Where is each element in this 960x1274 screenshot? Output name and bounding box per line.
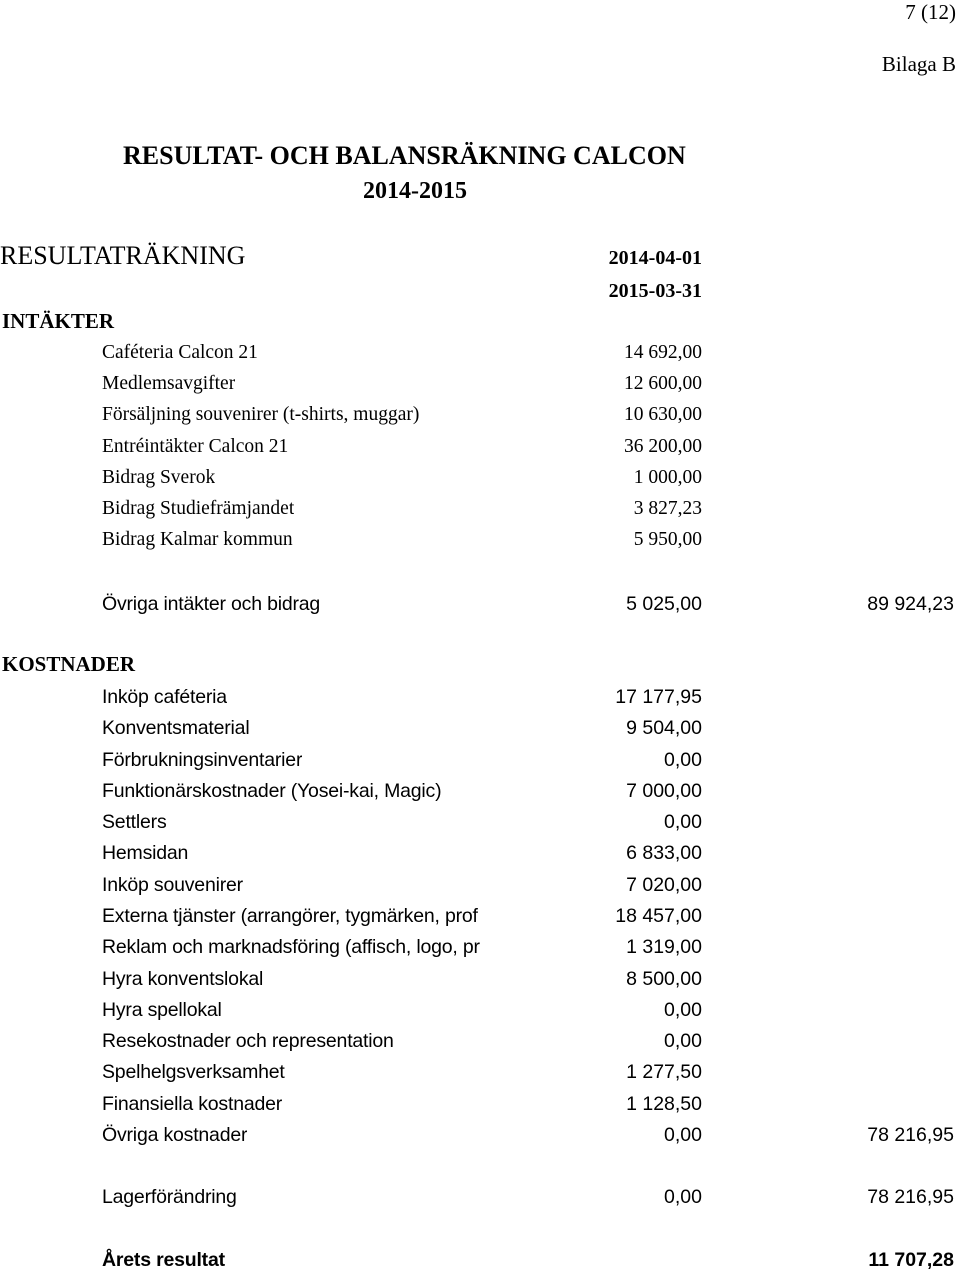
cost-row — [0, 808, 960, 836]
cost-label: Hemsidan — [102, 842, 189, 864]
cost-row — [0, 777, 960, 805]
cost-value: 17 177,95 — [615, 686, 702, 708]
income-row — [0, 401, 960, 429]
cost-label: Inköp caféteria — [102, 686, 227, 708]
income-row — [0, 370, 960, 398]
cost-other-label: Övriga kostnader — [102, 1124, 248, 1146]
income-row — [0, 339, 960, 367]
cost-value: 0,00 — [664, 811, 702, 833]
cost-value: 6 833,00 — [626, 842, 702, 864]
cost-label: Resekostnader och representation — [102, 1030, 394, 1052]
income-value: 12 600,00 — [624, 373, 702, 394]
income-value: 3 827,23 — [633, 498, 702, 519]
income-row — [0, 495, 960, 523]
cost-value: 0,00 — [664, 749, 702, 771]
cost-row — [0, 1027, 960, 1055]
inventory-change-total: 78 216,95 — [867, 1186, 954, 1208]
cost-row — [0, 996, 960, 1024]
income-value: 10 630,00 — [624, 404, 702, 425]
inventory-change-value: 0,00 — [664, 1186, 702, 1208]
document-year: 2014-2015 — [363, 178, 467, 204]
cost-row — [0, 965, 960, 993]
income-label: Försäljning souvenirer (t-shirts, muggar) — [102, 404, 420, 425]
cost-value: 8 500,00 — [626, 968, 702, 990]
cost-value: 1 277,50 — [626, 1061, 702, 1083]
page-number: 7 (12) — [905, 0, 956, 24]
income-row — [0, 464, 960, 492]
cost-row — [0, 839, 960, 867]
cost-label: Konventsmaterial — [102, 717, 250, 739]
period-end: 2015-03-31 — [608, 280, 702, 302]
cost-row — [0, 871, 960, 899]
income-other-label: Övriga intäkter och bidrag — [102, 593, 321, 615]
cost-row — [0, 933, 960, 961]
income-row — [0, 433, 960, 461]
cost-value: 0,00 — [664, 1030, 702, 1052]
income-value: 1 000,00 — [633, 467, 702, 488]
income-label: Medlemsavgifter — [102, 373, 236, 394]
cost-value: 1 128,50 — [626, 1093, 702, 1115]
cost-label: Hyra konventslokal — [102, 968, 264, 990]
income-label: Caféteria Calcon 21 — [102, 342, 258, 363]
cost-label: Funktionärskostnader (Yosei-kai, Magic) — [102, 780, 442, 802]
result-label: Årets resultat — [102, 1249, 225, 1271]
cost-label: Reklam och marknadsföring (affisch, logo, pr — [102, 936, 480, 958]
cost-other-row — [0, 1121, 960, 1149]
cost-label: Externa tjänster (arrangörer, tygmärken, prof — [102, 905, 478, 927]
costs-heading: KOSTNADER — [2, 652, 136, 676]
cost-label: Hyra spellokal — [102, 999, 222, 1021]
appendix-label: Bilaga B — [881, 52, 956, 76]
cost-total: 78 216,95 — [867, 1124, 954, 1146]
income-total: 89 924,23 — [867, 593, 954, 615]
cost-value: 7 020,00 — [626, 874, 702, 896]
cost-label: Inköp souvenirer — [102, 874, 243, 896]
cost-label: Spelhelgsverksamhet — [102, 1061, 285, 1083]
cost-row — [0, 714, 960, 742]
income-value: 5 950,00 — [633, 529, 702, 550]
income-label: Bidrag Studiefrämjandet — [102, 498, 295, 519]
cost-value: 18 457,00 — [615, 905, 702, 927]
income-row — [0, 526, 960, 554]
cost-row — [0, 746, 960, 774]
inventory-change-row — [0, 1183, 960, 1211]
income-label: Bidrag Sverok — [102, 467, 216, 488]
cost-row — [0, 1090, 960, 1118]
cost-value: 1 319,00 — [626, 936, 702, 958]
income-heading: INTÄKTER — [2, 309, 115, 333]
income-other-value: 5 025,00 — [626, 593, 702, 615]
report-heading: RESULTATRÄKNING — [0, 241, 246, 270]
cost-row — [0, 1058, 960, 1086]
income-label: Bidrag Kalmar kommun — [102, 529, 293, 550]
document-title: RESULTAT- OCH BALANSRÄKNING CALCON — [123, 141, 686, 170]
income-label: Entréintäkter Calcon 21 — [102, 436, 289, 457]
income-value: 36 200,00 — [624, 436, 702, 457]
inventory-change-label: Lagerförändring — [102, 1186, 237, 1208]
income-value: 14 692,00 — [624, 342, 702, 363]
result-total: 11 707,28 — [868, 1249, 954, 1271]
cost-label: Förbrukningsinventarier — [102, 749, 303, 771]
cost-value: 0,00 — [664, 999, 702, 1021]
cost-value: 9 504,00 — [626, 717, 702, 739]
cost-value: 7 000,00 — [626, 780, 702, 802]
result-row — [0, 1246, 960, 1274]
cost-other-value: 0,00 — [664, 1124, 702, 1146]
income-other-row — [0, 590, 960, 618]
cost-label: Finansiella kostnader — [102, 1093, 283, 1115]
cost-row — [0, 902, 960, 930]
cost-row — [0, 683, 960, 711]
period-start: 2014-04-01 — [608, 247, 702, 269]
cost-label: Settlers — [102, 811, 167, 833]
